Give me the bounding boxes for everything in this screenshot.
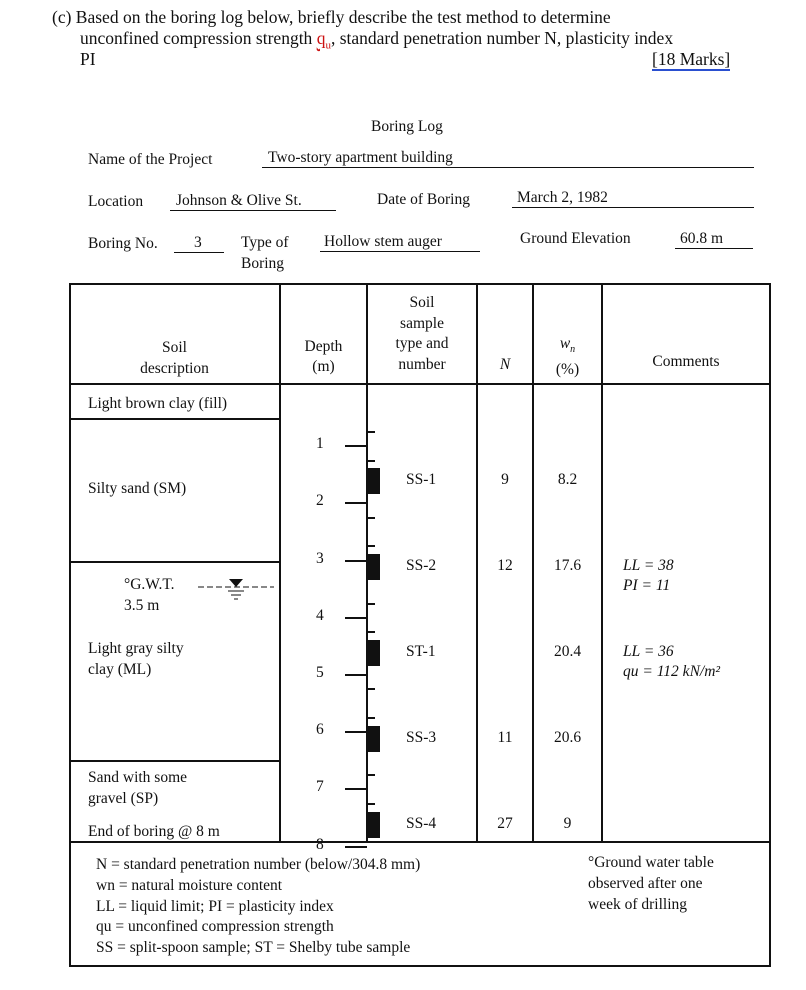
depth-minor-tick (367, 631, 375, 633)
sample-n: 9 (501, 471, 509, 489)
header-divider (69, 383, 771, 385)
marks-label (652, 49, 730, 70)
header-wn-w: w (559, 335, 571, 352)
legend-ll-pi: LL = liquid limit; PI = plasticity index (96, 897, 334, 915)
sample-id: SS-4 (406, 814, 437, 832)
boring-no-label: Boring No. (88, 235, 158, 252)
table-bottom-border (69, 965, 771, 967)
sample-n: 12 (497, 557, 513, 575)
layer-divider-sand (69, 561, 280, 563)
type-label-2: Boring (241, 255, 285, 272)
header-wn (534, 334, 601, 380)
layer-silty-clay-line-2: clay (ML) (88, 661, 152, 678)
layer-silty-clay (88, 638, 184, 680)
depth-label: 6 (316, 721, 324, 739)
legend-n: N = standard penetration number (below/304.8 mm) (96, 856, 421, 873)
sample-wn: 20.4 (553, 642, 582, 660)
sample-id: ST-1 (406, 642, 436, 660)
depth-major-tick (345, 560, 367, 562)
header-depth (281, 337, 366, 377)
sample-wn: 9 (563, 814, 572, 832)
table-left-border (69, 283, 71, 967)
header-soil (70, 337, 279, 379)
question-line-3: PI (80, 49, 96, 69)
layer-silty-sand: Silty sand (SM) (88, 480, 187, 497)
log-title: Boring Log (371, 118, 443, 135)
sample-box (368, 554, 380, 580)
legend-note (588, 852, 714, 915)
sample-comment: LL = 36 (623, 642, 674, 660)
depth-major-tick (345, 788, 367, 790)
sample-comment: PI = 11 (623, 577, 671, 595)
legend-qu: qu = unconfined compression strength (96, 918, 334, 936)
elevation-value: 60.8 m (680, 230, 724, 247)
sample-box (368, 726, 380, 752)
depth-label: 3 (316, 549, 324, 567)
table-right-border (769, 283, 771, 967)
depth-major-tick (345, 674, 367, 676)
depth-label: 4 (316, 606, 324, 624)
type-underline (320, 251, 480, 252)
sample-id: SS-2 (406, 557, 437, 575)
layer-sand-gravel (88, 767, 187, 809)
type-value: Hollow stem auger (324, 233, 442, 250)
legend-sample-types: SS = split-spoon sample; ST = Shelby tube sample (96, 939, 411, 957)
legend-wn: wn = natural moisture content (96, 876, 283, 894)
depth-minor-tick (367, 803, 375, 805)
project-underline (262, 167, 754, 168)
header-sample (368, 293, 476, 375)
depth-major-tick (345, 731, 367, 733)
header-wn-symbol (534, 334, 601, 360)
layer-end-of-boring: End of boring @ 8 m (88, 823, 220, 840)
depth-major-tick (345, 846, 367, 848)
sample-box (368, 468, 380, 494)
sample-comment: qu = 112 kN/m² (623, 662, 721, 680)
depth-major-tick (345, 445, 367, 447)
depth-label: 7 (316, 778, 324, 796)
qu-symbol-sub: u (325, 39, 331, 52)
sample-wn: 8.2 (557, 471, 578, 489)
elevation-underline (675, 248, 753, 249)
location-value: Johnson & Olive St. (176, 192, 302, 209)
qu-symbol (316, 28, 331, 52)
header-n: N (499, 356, 511, 373)
water-table-icon (196, 576, 276, 602)
qu-symbol-main: q (316, 28, 326, 48)
depth-minor-tick (367, 688, 375, 690)
question-line-2-post: , standard penetration number N, plasticity index (330, 28, 674, 48)
sample-id: SS-1 (406, 471, 437, 489)
header-depth-line-2: (m) (312, 358, 335, 375)
legend-divider (69, 841, 771, 843)
header-sample-line-4: number (398, 355, 446, 373)
layer-fill: Light brown clay (fill) (88, 395, 228, 412)
table-top-border (69, 283, 771, 285)
layer-silty-clay-line-1: Light gray silty (88, 640, 184, 657)
sample-id: SS-3 (406, 728, 437, 746)
date-value: March 2, 1982 (517, 189, 608, 206)
header-sample-line-1: Soil (409, 294, 435, 311)
header-sample-line-2: sample (400, 314, 444, 332)
depth-minor-tick (367, 603, 375, 605)
depth-minor-tick (367, 431, 375, 433)
depth-major-tick (345, 502, 367, 504)
depth-major-tick (345, 617, 367, 619)
depth-minor-tick (367, 774, 375, 776)
sample-n: 11 (497, 728, 513, 746)
depth-label: 1 (316, 435, 324, 453)
layer-divider-fill (69, 418, 280, 420)
project-label: Name of the Project (88, 151, 213, 168)
header-soil-line-1: Soil (162, 339, 187, 356)
layer-divider-clay (69, 760, 280, 762)
header-depth-line-1: Depth (304, 338, 343, 355)
header-wn-unit: (%) (555, 361, 580, 379)
depth-minor-tick (367, 517, 375, 519)
question-line-2-pre: unconfined compression strength (80, 28, 313, 48)
project-value: Two-story apartment building (268, 149, 453, 166)
legend-definitions (96, 855, 420, 959)
sample-wn: 17.6 (553, 557, 582, 575)
sample-comment: LL = 38 (623, 557, 674, 575)
date-label: Date of Boring (377, 191, 470, 208)
depth-minor-tick (367, 460, 375, 462)
gwt-label: °G.W.T. (124, 576, 175, 593)
marks-text: [18 Marks] (652, 49, 731, 69)
elevation-label: Ground Elevation (520, 230, 631, 247)
location-label: Location (88, 193, 144, 210)
header-sample-line-3: type and (395, 335, 449, 352)
question-line-2 (80, 28, 673, 57)
sample-wn: 20.6 (553, 728, 582, 746)
legend-note-line-1: °Ground water table (588, 854, 714, 871)
depth-minor-tick (367, 545, 375, 547)
location-underline (170, 210, 336, 211)
depth-label: 5 (316, 664, 324, 681)
boring-no-value: 3 (194, 234, 202, 251)
boring-no-underline (174, 252, 224, 253)
date-underline (512, 207, 754, 208)
header-comments: Comments (652, 353, 720, 370)
layer-sand-gravel-line-2: gravel (SP) (88, 790, 159, 807)
header-wn-sub: n (570, 344, 576, 356)
depth-label: 2 (316, 492, 324, 510)
depth-label: 8 (316, 835, 324, 853)
header-soil-line-2: description (140, 360, 209, 377)
sample-box (368, 640, 380, 666)
gwt-depth: 3.5 m (124, 597, 160, 614)
legend-note-line-3: week of drilling (588, 896, 688, 913)
sample-box (368, 812, 380, 838)
depth-minor-tick (367, 717, 375, 719)
sample-n: 27 (497, 814, 513, 832)
legend-note-line-2: observed after one (588, 875, 703, 892)
layer-sand-gravel-line-1: Sand with some (88, 769, 188, 786)
type-label-1: Type of (241, 234, 289, 251)
question-line-1: (c) Based on the boring log below, briefly describe the test method to determine (52, 7, 611, 27)
